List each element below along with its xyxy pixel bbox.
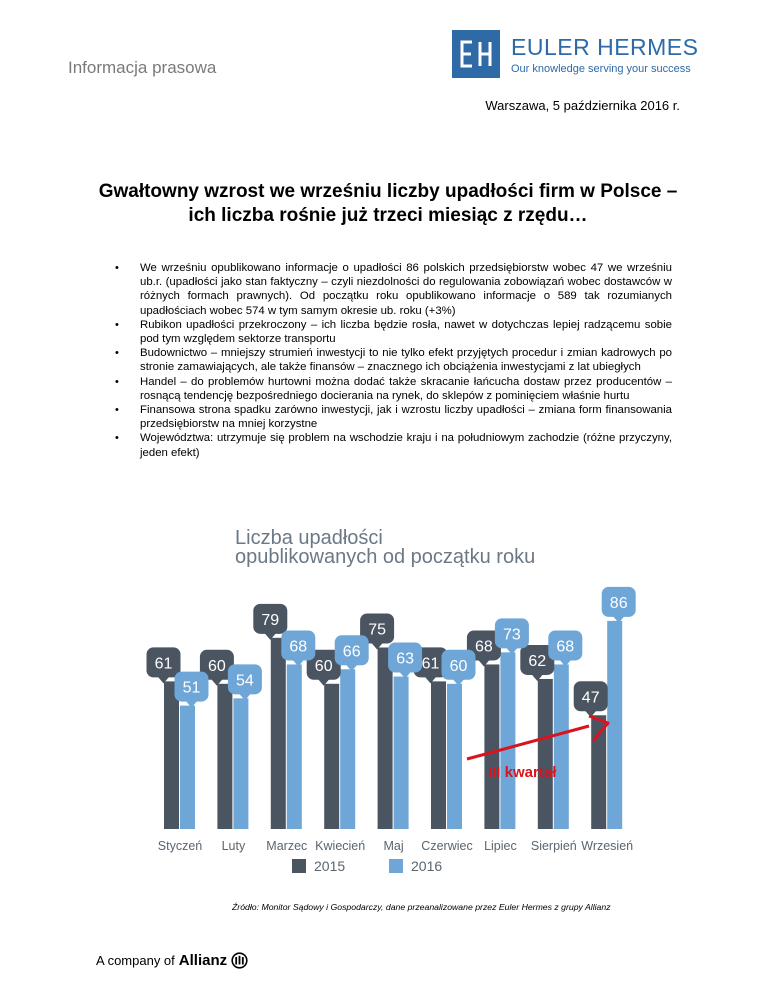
bar-2015-1 (217, 684, 232, 829)
data-label-2016 (442, 650, 476, 686)
svg-text:62: 62 (528, 652, 547, 670)
data-label-2016 (228, 664, 262, 700)
svg-text:75: 75 (368, 621, 386, 639)
legend-swatch-2016 (389, 859, 403, 873)
data-label-2015 (574, 681, 608, 717)
company-name: Allianz (178, 952, 228, 969)
page-title: Gwałtowny wzrost we wrześniu liczby upadłości firm w Polsce – ich liczba rośnie już trzeci miesiąc z rzędu… (98, 181, 678, 226)
bullet-list (110, 261, 672, 460)
bar-2016-1 (233, 698, 248, 829)
x-tick-label: Styczeń (157, 839, 203, 853)
bullet-item: • Województwa: utrzymuje się problem na wschodzie kraju i na południowym zachodzie (różne przyczyny, jeden efekt) (110, 431, 672, 459)
legend-swatch-2015 (292, 859, 306, 873)
bullet-item: • Budownictwo – mniejszy strumień inwestycji to nie tylko efekt przyjętych procedur i zmian kadrowych po stronie zamawiających, ale także finansów – znacznego ich obciążenia inwestycjami z lat ubiegłych (110, 346, 672, 374)
legend-label-2015: 2015 (314, 858, 346, 874)
svg-text:68: 68 (475, 638, 493, 656)
bullet-item: • Finansowa strona spadku zarówno inwestycji, jak i wzrostu liczby upadłości – zmiana form finansowania przedsiębiorstw na mniej korzystne (110, 403, 672, 431)
svg-text:66: 66 (342, 643, 361, 661)
bar-2016-4 (394, 677, 409, 829)
svg-text:61: 61 (154, 655, 173, 673)
bar-2015-4 (378, 648, 393, 830)
company-prefix: A company of (96, 953, 175, 968)
svg-text:60: 60 (314, 657, 333, 675)
bar-2015-5 (431, 681, 446, 829)
x-tick-label: Luty (221, 839, 246, 853)
bar-2016-2 (287, 664, 302, 829)
x-tick-label: Kwiecień (315, 839, 366, 853)
svg-text:61: 61 (421, 655, 440, 673)
bar-2015-2 (271, 638, 286, 829)
bar-2016-7 (554, 664, 569, 829)
svg-text:60: 60 (208, 657, 226, 675)
date-line: Warszawa, 5 października 2016 r. (485, 98, 680, 113)
annotation-label: III kwartał (488, 764, 557, 781)
company-footer (96, 952, 248, 969)
euler-hermes-logo (452, 30, 699, 82)
svg-text:86: 86 (609, 594, 628, 612)
x-tick-label: Lipiec (484, 839, 517, 853)
x-tick-label: Maj (383, 839, 404, 853)
bar-2016-8 (607, 621, 622, 829)
bar-2015-3 (324, 684, 339, 829)
bullet-item: • Rubikon upadłości przekroczony – ich liczba będzie rosła, nawet w dotychczas lepiej radzącemu sobie pod tym względem sektorze transportu (110, 318, 672, 346)
bar-2015-0 (164, 681, 179, 829)
svg-text:60: 60 (449, 657, 468, 675)
logo-tagline: Our knowledge serving your success (511, 63, 691, 75)
logo-name: EULER HERMES (511, 34, 699, 60)
svg-text:51: 51 (182, 679, 201, 697)
x-tick-label: Sierpień (530, 839, 577, 853)
bar-2015-6 (484, 664, 499, 829)
legend-label-2016: 2016 (411, 858, 443, 874)
bar-2016-3 (340, 669, 355, 829)
bullet-item: • We wrześniu opublikowano informacje o upadłości 86 polskich przedsiębiorstw wobec 47 we wrześniu ub.r. (upadłości jako stan faktyczny – czyli niezdolności do regulowania zobowiązań wobec dostawców w różnych formach prawnych). Od początku roku opublikowano informacje o 589 tak rozumianych upadłościach wobec 574 w tym samym okresie ub. roku (+3%) (110, 261, 672, 318)
svg-text:73: 73 (503, 626, 521, 644)
x-tick-label: Marzec (266, 839, 308, 853)
press-release-label: Informacja prasowa (68, 58, 217, 77)
data-label-2016 (602, 587, 636, 623)
svg-text:63: 63 (396, 650, 414, 668)
bullet-item: • Handel – do problemów hurtowni można dodać także skracanie łańcucha dostaw przez producentów – rosnącą tendencję bezpośredniego docierania na rynek, do sklepów z pominięciem właśnie hurtu (110, 375, 672, 403)
svg-text:54: 54 (236, 672, 254, 690)
source-note: Źródło: Monitor Sądowy i Gospodarczy, dane przeanalizowane przez Euler Hermes z grupy Allianz (232, 902, 611, 912)
svg-text:79: 79 (261, 611, 280, 629)
x-tick-label: Czerwiec (421, 839, 473, 853)
bankruptcy-chart (140, 524, 640, 889)
x-tick-label: Wrzesień (581, 839, 634, 853)
svg-text:68: 68 (556, 638, 575, 656)
chart-title-line-1: Liczba upadłości (235, 527, 383, 549)
bar-2016-6 (500, 652, 515, 829)
data-label-2016 (175, 672, 209, 708)
chart-title-line-2: opublikowanych od początku roku (235, 546, 536, 568)
svg-text:68: 68 (289, 638, 308, 656)
svg-text:47: 47 (581, 689, 600, 707)
bar-2015-7 (538, 679, 553, 829)
eh-logo-icon (452, 30, 500, 78)
allianz-eagle-icon (231, 952, 248, 969)
bar-2016-0 (180, 706, 195, 829)
bar-2016-5 (447, 684, 462, 829)
